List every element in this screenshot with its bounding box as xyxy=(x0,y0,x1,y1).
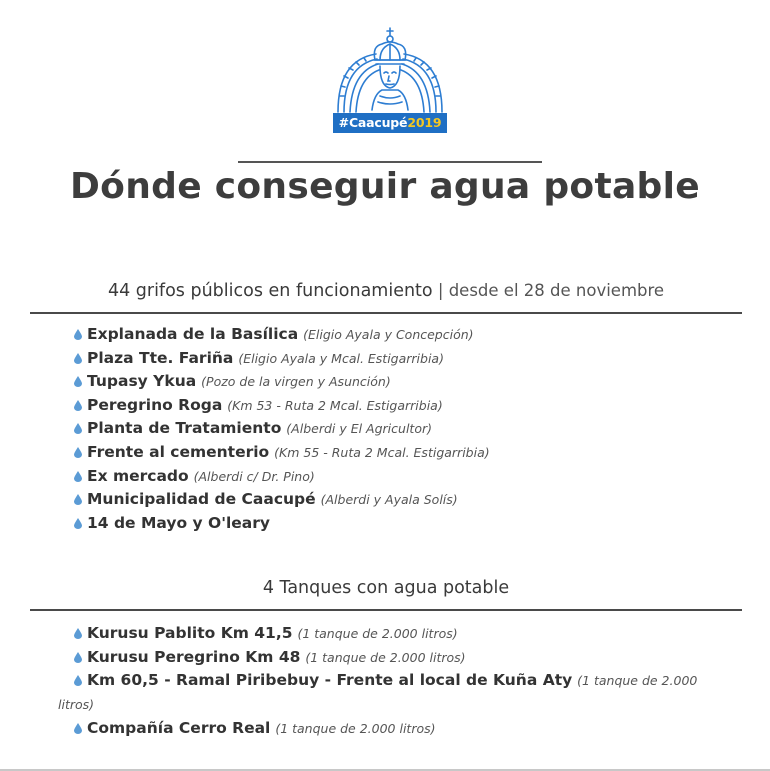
hashtag-text: #Caacupé xyxy=(338,115,408,130)
tanques-list xyxy=(58,622,724,741)
list-item xyxy=(74,488,754,512)
water-drop-icon xyxy=(74,471,82,482)
tank-location-name: Kurusu Peregrino Km 48 xyxy=(87,647,301,666)
location-address: (Alberdi c/ Dr. Pino) xyxy=(193,468,315,484)
hashtag-year: 2019 xyxy=(407,115,442,130)
location-address: (Eligio Ayala y Mcal. Estigarribia) xyxy=(238,350,444,366)
grifos-heading-sub: desde el 28 de noviembre xyxy=(448,281,665,300)
virgin-of-caacupe-icon xyxy=(330,26,450,116)
tank-capacity: (1 tanque de 2.000 litros) xyxy=(275,720,436,736)
location-name: Peregrino Roga xyxy=(87,395,223,414)
grifos-section-heading xyxy=(30,281,742,301)
water-drop-icon xyxy=(74,329,82,340)
list-item xyxy=(74,441,754,465)
hashtag-badge xyxy=(333,113,447,133)
title-divider xyxy=(238,161,542,163)
grifos-heading-main: 44 grifos públicos en funcionamiento xyxy=(107,281,433,301)
water-drop-icon xyxy=(74,376,82,387)
tanques-divider xyxy=(30,609,742,611)
location-name: Tupasy Ykua xyxy=(87,372,197,391)
water-drop-icon xyxy=(74,518,82,529)
location-name: Planta de Tratamiento xyxy=(87,419,282,438)
list-item xyxy=(74,417,754,441)
tank-location-name: Km 60,5 - Ramal Piribebuy - Frente al local de Kuña Aty xyxy=(87,671,573,690)
list-item xyxy=(74,717,724,741)
tanques-section-heading: 4 Tanques con agua potable xyxy=(262,578,510,598)
tank-location-name: Compañía Cerro Real xyxy=(87,718,271,737)
list-item xyxy=(74,394,754,418)
location-name: Municipalidad de Caacupé xyxy=(87,490,316,509)
grifos-divider xyxy=(30,312,742,314)
water-drop-icon xyxy=(74,723,82,734)
tank-location-name: Kurusu Pablito Km 41,5 xyxy=(87,624,293,642)
grifos-list xyxy=(74,323,754,535)
list-item xyxy=(58,669,724,716)
location-address: (Km 53 - Ruta 2 Mcal. Estigarribia) xyxy=(227,397,443,413)
water-drop-icon xyxy=(74,423,82,434)
location-name: 14 de Mayo y O'leary xyxy=(87,513,270,532)
location-address: (Alberdi y El Agricultor) xyxy=(286,421,432,437)
water-drop-icon xyxy=(74,675,82,686)
location-name: Ex mercado xyxy=(87,466,189,485)
water-drop-icon xyxy=(74,353,82,364)
location-address: (Km 55 - Ruta 2 Mcal. Estigarribia) xyxy=(274,444,490,460)
location-address: (Pozo de la virgen y Asunción) xyxy=(201,374,391,390)
list-item xyxy=(74,465,754,489)
list-item xyxy=(74,323,754,347)
tank-capacity: (1 tanque de 2.000 litros) xyxy=(305,649,466,665)
water-drop-icon xyxy=(74,652,82,663)
location-name: Explanada de la Basílica xyxy=(87,325,299,343)
list-item xyxy=(74,646,724,670)
location-name: Plaza Tte. Fariña xyxy=(87,348,234,367)
list-item xyxy=(74,512,754,536)
tank-capacity: (1 tanque de 2.000 litros) xyxy=(58,673,698,713)
water-drop-icon xyxy=(74,400,82,411)
grifos-heading-separator: | xyxy=(432,281,449,300)
water-drop-icon xyxy=(74,628,82,639)
page-title: Dónde conseguir agua potable xyxy=(70,166,700,207)
tank-capacity: (1 tanque de 2.000 litros) xyxy=(297,626,458,641)
location-address: (Eligio Ayala y Concepción) xyxy=(303,327,474,342)
water-drop-icon xyxy=(74,447,82,458)
list-item xyxy=(74,622,724,646)
location-name: Frente al cementerio xyxy=(87,442,270,461)
list-item xyxy=(74,347,754,371)
list-item xyxy=(74,370,754,394)
water-drop-icon xyxy=(74,494,82,505)
caacupe-2019-logo xyxy=(330,26,450,136)
location-address: (Alberdi y Ayala Solís) xyxy=(320,492,458,508)
